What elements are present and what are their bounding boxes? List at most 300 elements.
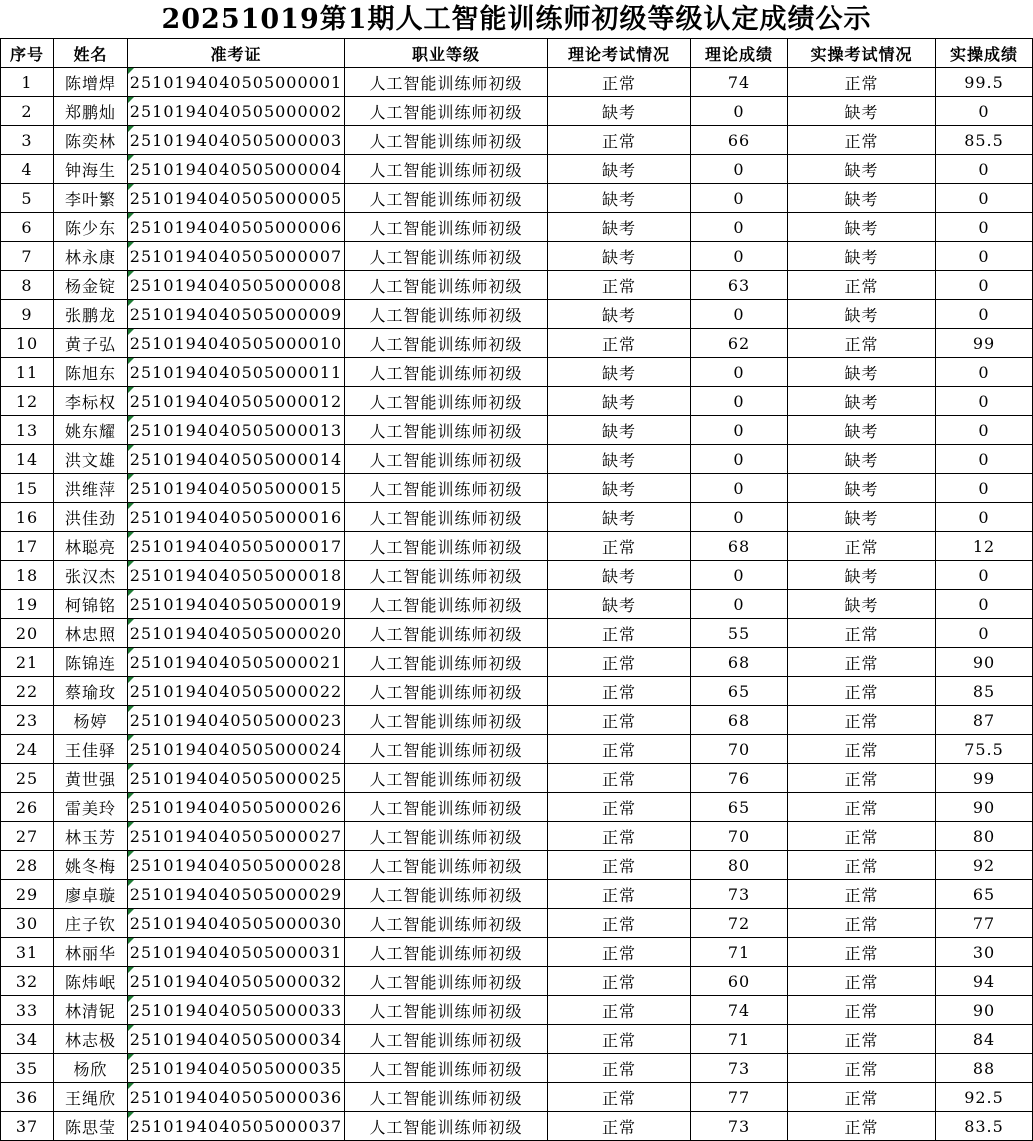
cell-level[interactable]: 人工智能训练师初级	[345, 155, 548, 184]
cell-practice-status[interactable]: 正常	[788, 764, 936, 793]
cell-theory-score[interactable]: 77	[691, 1083, 788, 1112]
cell-practice-status[interactable]: 缺考	[788, 416, 936, 445]
cell-ticket[interactable]: 2510194040505000030	[128, 909, 345, 938]
cell-theory-status[interactable]: 正常	[548, 735, 691, 764]
cell-practice-status[interactable]: 缺考	[788, 358, 936, 387]
cell-name[interactable]: 钟海生	[54, 155, 128, 184]
cell-seq[interactable]: 29	[1, 880, 54, 909]
cell-name[interactable]: 杨欣	[54, 1054, 128, 1083]
cell-practice-score[interactable]: 85.5	[936, 126, 1033, 155]
cell-seq[interactable]: 20	[1, 619, 54, 648]
cell-theory-status[interactable]: 缺考	[548, 213, 691, 242]
cell-name[interactable]: 陈增焊	[54, 68, 128, 97]
cell-ticket[interactable]: 2510194040505000031	[128, 938, 345, 967]
cell-seq[interactable]: 4	[1, 155, 54, 184]
cell-seq[interactable]: 5	[1, 184, 54, 213]
cell-seq[interactable]: 25	[1, 764, 54, 793]
cell-practice-status[interactable]: 正常	[788, 648, 936, 677]
cell-name[interactable]: 蔡瑜玫	[54, 677, 128, 706]
cell-name[interactable]: 洪文雄	[54, 445, 128, 474]
cell-name[interactable]: 黄子弘	[54, 329, 128, 358]
cell-practice-score[interactable]: 75.5	[936, 735, 1033, 764]
cell-theory-score[interactable]: 0	[691, 97, 788, 126]
cell-level[interactable]: 人工智能训练师初级	[345, 271, 548, 300]
cell-seq[interactable]: 8	[1, 271, 54, 300]
cell-theory-score[interactable]: 74	[691, 996, 788, 1025]
cell-level[interactable]: 人工智能训练师初级	[345, 387, 548, 416]
cell-theory-status[interactable]: 正常	[548, 822, 691, 851]
cell-level[interactable]: 人工智能训练师初级	[345, 619, 548, 648]
cell-seq[interactable]: 34	[1, 1025, 54, 1054]
cell-practice-status[interactable]: 缺考	[788, 300, 936, 329]
cell-theory-score[interactable]: 0	[691, 358, 788, 387]
cell-theory-status[interactable]: 正常	[548, 764, 691, 793]
cell-ticket[interactable]: 2510194040505000011	[128, 358, 345, 387]
cell-level[interactable]: 人工智能训练师初级	[345, 68, 548, 97]
cell-theory-status[interactable]: 缺考	[548, 300, 691, 329]
cell-practice-status[interactable]: 正常	[788, 68, 936, 97]
cell-seq[interactable]: 36	[1, 1083, 54, 1112]
cell-theory-status[interactable]: 缺考	[548, 590, 691, 619]
cell-level[interactable]: 人工智能训练师初级	[345, 793, 548, 822]
cell-ticket[interactable]: 2510194040505000025	[128, 764, 345, 793]
cell-name[interactable]: 林忠照	[54, 619, 128, 648]
cell-name[interactable]: 陈少东	[54, 213, 128, 242]
cell-practice-status[interactable]: 正常	[788, 822, 936, 851]
cell-theory-status[interactable]: 缺考	[548, 242, 691, 271]
cell-practice-score[interactable]: 77	[936, 909, 1033, 938]
cell-theory-score[interactable]: 74	[691, 68, 788, 97]
cell-ticket[interactable]: 2510194040505000020	[128, 619, 345, 648]
cell-level[interactable]: 人工智能训练师初级	[345, 1025, 548, 1054]
cell-seq[interactable]: 3	[1, 126, 54, 155]
cell-theory-status[interactable]: 正常	[548, 880, 691, 909]
cell-seq[interactable]: 18	[1, 561, 54, 590]
cell-ticket[interactable]: 2510194040505000018	[128, 561, 345, 590]
cell-name[interactable]: 林志极	[54, 1025, 128, 1054]
cell-ticket[interactable]: 2510194040505000004	[128, 155, 345, 184]
cell-name[interactable]: 廖卓璇	[54, 880, 128, 909]
cell-seq[interactable]: 33	[1, 996, 54, 1025]
cell-level[interactable]: 人工智能训练师初级	[345, 532, 548, 561]
cell-practice-score[interactable]: 0	[936, 242, 1033, 271]
cell-seq[interactable]: 27	[1, 822, 54, 851]
cell-practice-score[interactable]: 83.5	[936, 1112, 1033, 1141]
cell-level[interactable]: 人工智能训练师初级	[345, 184, 548, 213]
cell-level[interactable]: 人工智能训练师初级	[345, 358, 548, 387]
cell-practice-status[interactable]: 缺考	[788, 503, 936, 532]
cell-theory-status[interactable]: 正常	[548, 938, 691, 967]
cell-theory-status[interactable]: 缺考	[548, 561, 691, 590]
cell-name[interactable]: 张汉杰	[54, 561, 128, 590]
cell-level[interactable]: 人工智能训练师初级	[345, 822, 548, 851]
cell-theory-score[interactable]: 71	[691, 1025, 788, 1054]
cell-level[interactable]: 人工智能训练师初级	[345, 300, 548, 329]
cell-theory-status[interactable]: 缺考	[548, 155, 691, 184]
cell-practice-score[interactable]: 0	[936, 271, 1033, 300]
cell-practice-status[interactable]: 缺考	[788, 590, 936, 619]
cell-theory-status[interactable]: 正常	[548, 967, 691, 996]
cell-practice-score[interactable]: 85	[936, 677, 1033, 706]
cell-practice-score[interactable]: 0	[936, 358, 1033, 387]
cell-seq[interactable]: 22	[1, 677, 54, 706]
cell-ticket[interactable]: 2510194040505000029	[128, 880, 345, 909]
cell-ticket[interactable]: 2510194040505000014	[128, 445, 345, 474]
cell-name[interactable]: 黄世强	[54, 764, 128, 793]
cell-level[interactable]: 人工智能训练师初级	[345, 648, 548, 677]
cell-theory-score[interactable]: 73	[691, 880, 788, 909]
cell-practice-status[interactable]: 正常	[788, 909, 936, 938]
cell-ticket[interactable]: 2510194040505000021	[128, 648, 345, 677]
table-row	[1, 358, 1033, 387]
cell-theory-status[interactable]: 正常	[548, 677, 691, 706]
cell-ticket[interactable]: 2510194040505000027	[128, 822, 345, 851]
cell-practice-score[interactable]: 0	[936, 503, 1033, 532]
cell-seq[interactable]: 35	[1, 1054, 54, 1083]
cell-level[interactable]: 人工智能训练师初级	[345, 706, 548, 735]
cell-theory-score[interactable]: 73	[691, 1112, 788, 1141]
cell-theory-status[interactable]: 正常	[548, 271, 691, 300]
cell-seq[interactable]: 19	[1, 590, 54, 619]
cell-theory-status[interactable]: 缺考	[548, 445, 691, 474]
cell-level[interactable]: 人工智能训练师初级	[345, 1112, 548, 1141]
cell-seq[interactable]: 32	[1, 967, 54, 996]
cell-name[interactable]: 杨婷	[54, 706, 128, 735]
cell-ticket[interactable]: 2510194040505000015	[128, 474, 345, 503]
cell-practice-score[interactable]: 0	[936, 300, 1033, 329]
cell-practice-score[interactable]: 90	[936, 648, 1033, 677]
cell-seq[interactable]: 7	[1, 242, 54, 271]
cell-seq[interactable]: 21	[1, 648, 54, 677]
cell-practice-status[interactable]: 缺考	[788, 155, 936, 184]
cell-ticket[interactable]: 2510194040505000001	[128, 68, 345, 97]
cell-practice-status[interactable]: 正常	[788, 677, 936, 706]
cell-ticket[interactable]: 2510194040505000022	[128, 677, 345, 706]
cell-practice-score[interactable]: 0	[936, 97, 1033, 126]
cell-ticket[interactable]: 2510194040505000032	[128, 967, 345, 996]
cell-level[interactable]: 人工智能训练师初级	[345, 851, 548, 880]
cell-practice-score[interactable]: 0	[936, 619, 1033, 648]
cell-name[interactable]: 陈炜岷	[54, 967, 128, 996]
cell-practice-score[interactable]: 99.5	[936, 68, 1033, 97]
cell-level[interactable]: 人工智能训练师初级	[345, 1054, 548, 1083]
header-seq: 序号	[1, 39, 54, 68]
cell-practice-status[interactable]: 缺考	[788, 445, 936, 474]
cell-practice-score[interactable]: 92	[936, 851, 1033, 880]
cell-practice-status[interactable]: 正常	[788, 851, 936, 880]
cell-practice-score[interactable]: 0	[936, 561, 1033, 590]
cell-name[interactable]: 姚东耀	[54, 416, 128, 445]
cell-level[interactable]: 人工智能训练师初级	[345, 503, 548, 532]
cell-theory-status[interactable]: 正常	[548, 1025, 691, 1054]
cell-theory-status[interactable]: 正常	[548, 619, 691, 648]
cell-level[interactable]: 人工智能训练师初级	[345, 880, 548, 909]
cell-theory-status[interactable]: 正常	[548, 1112, 691, 1141]
cell-theory-status[interactable]: 正常	[548, 1083, 691, 1112]
cell-ticket[interactable]: 2510194040505000003	[128, 126, 345, 155]
cell-level[interactable]: 人工智能训练师初级	[345, 329, 548, 358]
cell-seq[interactable]: 10	[1, 329, 54, 358]
cell-practice-score[interactable]: 92.5	[936, 1083, 1033, 1112]
cell-practice-status[interactable]: 正常	[788, 793, 936, 822]
cell-seq[interactable]: 6	[1, 213, 54, 242]
cell-theory-score[interactable]: 70	[691, 735, 788, 764]
cell-theory-score[interactable]: 0	[691, 300, 788, 329]
cell-theory-score[interactable]: 68	[691, 648, 788, 677]
cell-practice-score[interactable]: 12	[936, 532, 1033, 561]
cell-seq[interactable]: 16	[1, 503, 54, 532]
cell-theory-status[interactable]: 正常	[548, 648, 691, 677]
cell-practice-score[interactable]: 0	[936, 387, 1033, 416]
cell-theory-status[interactable]: 正常	[548, 706, 691, 735]
cell-name[interactable]: 杨金锭	[54, 271, 128, 300]
cell-ticket[interactable]: 2510194040505000026	[128, 793, 345, 822]
cell-seq[interactable]: 23	[1, 706, 54, 735]
cell-ticket[interactable]: 2510194040505000010	[128, 329, 345, 358]
cell-theory-status[interactable]: 缺考	[548, 474, 691, 503]
cell-theory-status[interactable]: 正常	[548, 1054, 691, 1083]
cell-name[interactable]: 洪佳劲	[54, 503, 128, 532]
cell-practice-status[interactable]: 正常	[788, 1054, 936, 1083]
cell-theory-score[interactable]: 0	[691, 213, 788, 242]
cell-seq[interactable]: 31	[1, 938, 54, 967]
cell-ticket[interactable]: 2510194040505000005	[128, 184, 345, 213]
cell-name[interactable]: 李标权	[54, 387, 128, 416]
cell-theory-status[interactable]: 缺考	[548, 184, 691, 213]
cell-practice-status[interactable]: 缺考	[788, 474, 936, 503]
cell-theory-score[interactable]: 68	[691, 532, 788, 561]
cell-ticket[interactable]: 2510194040505000008	[128, 271, 345, 300]
cell-level[interactable]: 人工智能训练师初级	[345, 561, 548, 590]
cell-theory-status[interactable]: 正常	[548, 532, 691, 561]
cell-ticket[interactable]: 2510194040505000002	[128, 97, 345, 126]
cell-name[interactable]: 柯锦铭	[54, 590, 128, 619]
cell-seq[interactable]: 2	[1, 97, 54, 126]
cell-level[interactable]: 人工智能训练师初级	[345, 996, 548, 1025]
cell-practice-status[interactable]: 正常	[788, 967, 936, 996]
cell-practice-score[interactable]: 87	[936, 706, 1033, 735]
cell-practice-status[interactable]: 正常	[788, 1025, 936, 1054]
cell-level[interactable]: 人工智能训练师初级	[345, 97, 548, 126]
table-row	[1, 242, 1033, 271]
cell-seq[interactable]: 15	[1, 474, 54, 503]
cell-practice-status[interactable]: 正常	[788, 271, 936, 300]
cell-practice-score[interactable]: 99	[936, 329, 1033, 358]
cell-level[interactable]: 人工智能训练师初级	[345, 938, 548, 967]
cell-practice-score[interactable]: 0	[936, 213, 1033, 242]
cell-level[interactable]: 人工智能训练师初级	[345, 474, 548, 503]
cell-ticket[interactable]: 2510194040505000035	[128, 1054, 345, 1083]
cell-level[interactable]: 人工智能训练师初级	[345, 909, 548, 938]
cell-ticket[interactable]: 2510194040505000012	[128, 387, 345, 416]
cell-practice-score[interactable]: 99	[936, 764, 1033, 793]
cell-seq[interactable]: 30	[1, 909, 54, 938]
cell-name[interactable]: 林清铌	[54, 996, 128, 1025]
cell-name[interactable]: 林玉芳	[54, 822, 128, 851]
cell-practice-status[interactable]: 正常	[788, 735, 936, 764]
cell-name[interactable]: 李叶繁	[54, 184, 128, 213]
cell-name[interactable]: 林聪亮	[54, 532, 128, 561]
cell-practice-score[interactable]: 84	[936, 1025, 1033, 1054]
cell-practice-status[interactable]: 正常	[788, 329, 936, 358]
cell-ticket[interactable]: 2510194040505000009	[128, 300, 345, 329]
cell-theory-score[interactable]: 73	[691, 1054, 788, 1083]
cell-name[interactable]: 姚冬梅	[54, 851, 128, 880]
cell-name[interactable]: 林永康	[54, 242, 128, 271]
cell-name[interactable]: 陈奕林	[54, 126, 128, 155]
cell-level[interactable]: 人工智能训练师初级	[345, 416, 548, 445]
cell-level[interactable]: 人工智能训练师初级	[345, 242, 548, 271]
cell-practice-score[interactable]: 0	[936, 474, 1033, 503]
cell-ticket[interactable]: 2510194040505000023	[128, 706, 345, 735]
cell-seq[interactable]: 26	[1, 793, 54, 822]
cell-theory-status[interactable]: 正常	[548, 329, 691, 358]
cell-name[interactable]: 郑鹏灿	[54, 97, 128, 126]
cell-theory-score[interactable]: 0	[691, 590, 788, 619]
cell-ticket[interactable]: 2510194040505000033	[128, 996, 345, 1025]
cell-theory-status[interactable]: 缺考	[548, 358, 691, 387]
cell-theory-status[interactable]: 缺考	[548, 416, 691, 445]
cell-theory-score[interactable]: 70	[691, 822, 788, 851]
cell-theory-score[interactable]: 72	[691, 909, 788, 938]
cell-level[interactable]: 人工智能训练师初级	[345, 967, 548, 996]
cell-seq[interactable]: 13	[1, 416, 54, 445]
cell-seq[interactable]: 17	[1, 532, 54, 561]
cell-theory-score[interactable]: 65	[691, 677, 788, 706]
cell-practice-status[interactable]: 缺考	[788, 387, 936, 416]
cell-level[interactable]: 人工智能训练师初级	[345, 445, 548, 474]
cell-practice-status[interactable]: 缺考	[788, 242, 936, 271]
cell-seq[interactable]: 9	[1, 300, 54, 329]
cell-theory-score[interactable]: 71	[691, 938, 788, 967]
cell-practice-status[interactable]: 正常	[788, 532, 936, 561]
cell-ticket[interactable]: 2510194040505000037	[128, 1112, 345, 1141]
cell-seq[interactable]: 12	[1, 387, 54, 416]
cell-theory-score[interactable]: 62	[691, 329, 788, 358]
cell-seq[interactable]: 1	[1, 68, 54, 97]
cell-practice-status[interactable]: 正常	[788, 996, 936, 1025]
cell-level[interactable]: 人工智能训练师初级	[345, 590, 548, 619]
cell-ticket[interactable]: 2510194040505000024	[128, 735, 345, 764]
cell-ticket[interactable]: 2510194040505000028	[128, 851, 345, 880]
cell-practice-score[interactable]: 0	[936, 184, 1033, 213]
cell-name[interactable]: 张鹏龙	[54, 300, 128, 329]
cell-practice-status[interactable]: 缺考	[788, 561, 936, 590]
cell-level[interactable]: 人工智能训练师初级	[345, 735, 548, 764]
cell-theory-score[interactable]: 0	[691, 561, 788, 590]
cell-practice-status[interactable]: 正常	[788, 880, 936, 909]
cell-practice-score[interactable]: 94	[936, 967, 1033, 996]
cell-practice-status[interactable]: 缺考	[788, 184, 936, 213]
cell-practice-status[interactable]: 缺考	[788, 97, 936, 126]
cell-practice-score[interactable]: 90	[936, 996, 1033, 1025]
cell-ticket[interactable]: 2510194040505000013	[128, 416, 345, 445]
cell-name[interactable]: 王佳驿	[54, 735, 128, 764]
cell-practice-status[interactable]: 正常	[788, 1112, 936, 1141]
cell-seq[interactable]: 11	[1, 358, 54, 387]
cell-ticket[interactable]: 2510194040505000016	[128, 503, 345, 532]
cell-name[interactable]: 陈锦连	[54, 648, 128, 677]
cell-theory-score[interactable]: 0	[691, 184, 788, 213]
cell-seq[interactable]: 37	[1, 1112, 54, 1141]
cell-theory-score[interactable]: 60	[691, 967, 788, 996]
cell-theory-status[interactable]: 缺考	[548, 97, 691, 126]
cell-practice-status[interactable]: 正常	[788, 1083, 936, 1112]
cell-practice-score[interactable]: 30	[936, 938, 1033, 967]
cell-ticket[interactable]: 2510194040505000017	[128, 532, 345, 561]
cell-theory-score[interactable]: 63	[691, 271, 788, 300]
cell-theory-score[interactable]: 0	[691, 155, 788, 184]
cell-level[interactable]: 人工智能训练师初级	[345, 1083, 548, 1112]
cell-theory-score[interactable]: 0	[691, 416, 788, 445]
cell-practice-status[interactable]: 正常	[788, 126, 936, 155]
cell-ticket[interactable]: 2510194040505000036	[128, 1083, 345, 1112]
cell-name[interactable]: 雷美玲	[54, 793, 128, 822]
cell-practice-score[interactable]: 90	[936, 793, 1033, 822]
cell-theory-status[interactable]: 正常	[548, 851, 691, 880]
cell-theory-status[interactable]: 正常	[548, 996, 691, 1025]
cell-ticket[interactable]: 2510194040505000006	[128, 213, 345, 242]
cell-theory-status[interactable]: 正常	[548, 126, 691, 155]
cell-seq[interactable]: 14	[1, 445, 54, 474]
cell-practice-status[interactable]: 正常	[788, 706, 936, 735]
cell-theory-score[interactable]: 0	[691, 387, 788, 416]
cell-practice-status[interactable]: 正常	[788, 619, 936, 648]
cell-practice-score[interactable]: 0	[936, 590, 1033, 619]
cell-theory-score[interactable]: 65	[691, 793, 788, 822]
cell-theory-status[interactable]: 正常	[548, 909, 691, 938]
cell-practice-score[interactable]: 88	[936, 1054, 1033, 1083]
cell-name[interactable]: 林丽华	[54, 938, 128, 967]
cell-ticket[interactable]: 2510194040505000019	[128, 590, 345, 619]
cell-practice-score[interactable]: 0	[936, 445, 1033, 474]
cell-theory-score[interactable]: 66	[691, 126, 788, 155]
cell-seq[interactable]: 24	[1, 735, 54, 764]
cell-theory-score[interactable]: 68	[691, 706, 788, 735]
cell-theory-status[interactable]: 缺考	[548, 503, 691, 532]
cell-theory-status[interactable]: 缺考	[548, 387, 691, 416]
cell-name[interactable]: 洪维萍	[54, 474, 128, 503]
cell-practice-score[interactable]: 0	[936, 416, 1033, 445]
table-row	[1, 155, 1033, 184]
cell-theory-score[interactable]: 80	[691, 851, 788, 880]
cell-ticket[interactable]: 2510194040505000034	[128, 1025, 345, 1054]
cell-theory-score[interactable]: 0	[691, 474, 788, 503]
cell-theory-status[interactable]: 正常	[548, 68, 691, 97]
cell-name[interactable]: 庄子钦	[54, 909, 128, 938]
cell-theory-score[interactable]: 55	[691, 619, 788, 648]
cell-name[interactable]: 陈旭东	[54, 358, 128, 387]
cell-practice-status[interactable]: 缺考	[788, 213, 936, 242]
cell-ticket[interactable]: 2510194040505000007	[128, 242, 345, 271]
cell-theory-score[interactable]: 0	[691, 503, 788, 532]
cell-practice-score[interactable]: 65	[936, 880, 1033, 909]
cell-level[interactable]: 人工智能训练师初级	[345, 764, 548, 793]
cell-level[interactable]: 人工智能训练师初级	[345, 213, 548, 242]
cell-theory-score[interactable]: 0	[691, 445, 788, 474]
cell-practice-score[interactable]: 80	[936, 822, 1033, 851]
cell-level[interactable]: 人工智能训练师初级	[345, 126, 548, 155]
cell-name[interactable]: 陈思莹	[54, 1112, 128, 1141]
cell-theory-score[interactable]: 76	[691, 764, 788, 793]
cell-seq[interactable]: 28	[1, 851, 54, 880]
cell-practice-status[interactable]: 正常	[788, 938, 936, 967]
cell-level[interactable]: 人工智能训练师初级	[345, 677, 548, 706]
cell-name[interactable]: 王绳欣	[54, 1083, 128, 1112]
cell-theory-status[interactable]: 正常	[548, 793, 691, 822]
cell-practice-score[interactable]: 0	[936, 155, 1033, 184]
cell-theory-score[interactable]: 0	[691, 242, 788, 271]
